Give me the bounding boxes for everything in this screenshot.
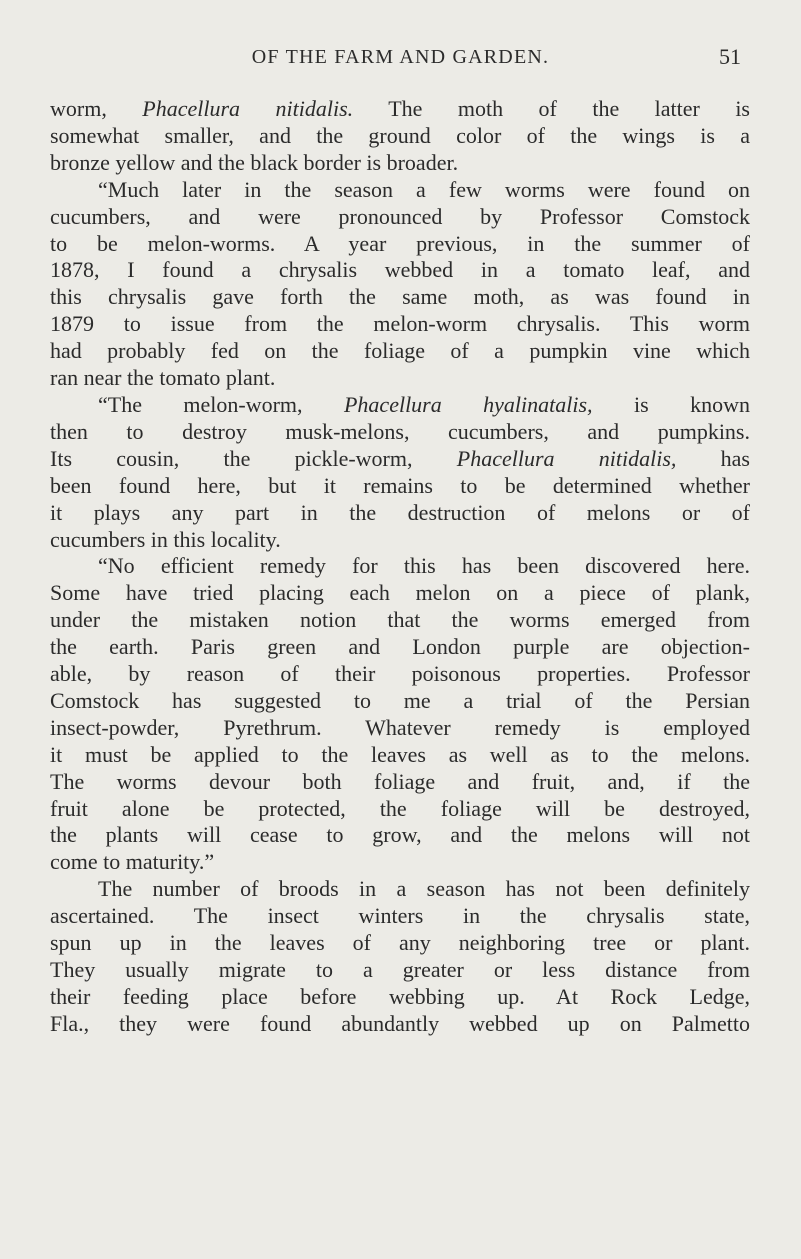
text-run: “No efficient remedy for this has been discovered here.: [98, 553, 750, 579]
text-run: had probably fed on the foliage of a pumpkin vine which: [50, 338, 750, 364]
italic-species-name: Phacellura hyalinatalis,: [343, 391, 593, 417]
text-run: The moth of the latter is: [353, 96, 750, 121]
text-line: [50, 392, 750, 419]
text-line: [50, 1011, 750, 1038]
text-line: [50, 580, 750, 607]
text-run: under the mistaken notion that the worms emerged from: [50, 607, 750, 633]
text-run: it must be applied to the leaves as well as to the melons.: [50, 741, 750, 767]
text-run: 1878, I found a chrysalis webbed in a tomato leaf, and: [50, 257, 750, 283]
running-title: OF THE FARM AND GARDEN.: [251, 46, 550, 68]
text-line: [50, 284, 750, 311]
text-line: [50, 876, 750, 903]
text-run: 1879 to issue from the melon-worm chrysalis. This worm: [50, 311, 750, 337]
text-line: [50, 231, 750, 258]
text-line: [50, 365, 750, 392]
text-run: somewhat smaller, and the ground color of the wings is a: [50, 122, 750, 148]
text-run: then to destroy musk-melons, cucumbers, and pumpkins.: [50, 418, 750, 444]
text-line: [50, 150, 750, 177]
text-run: been found here, but it remains to be determined whether: [50, 472, 750, 498]
text-run: it plays any part in the destruction of melons or of: [50, 499, 750, 525]
text-line: [50, 903, 750, 930]
text-line: [50, 527, 750, 554]
running-head: [0, 46, 801, 76]
text-line: [50, 338, 750, 365]
text-line: [50, 688, 750, 715]
text-run: The worms devour both foliage and fruit, and, if the: [50, 768, 750, 794]
text-line: [50, 742, 750, 769]
text-line: [50, 553, 750, 580]
text-run: Fla., they were found abundantly webbed up on Palmetto: [50, 1010, 750, 1036]
text-line: [50, 123, 750, 150]
text-run: the earth. Paris green and London purple are objection-: [50, 634, 750, 660]
text-line: [50, 96, 750, 123]
text-line: [50, 634, 750, 661]
text-run: able, by reason of their poisonous properties. Professor: [50, 661, 750, 687]
text-line: [50, 957, 750, 984]
text-run: cucumbers, and were pronounced by Professor Comstock: [50, 203, 750, 229]
text-run: “The melon-worm,: [98, 391, 344, 417]
text-run: spun up in the leaves of any neighboring tree or plant.: [50, 930, 750, 956]
text-line: [50, 822, 750, 849]
text-line: [50, 500, 750, 527]
text-run: their feeding place before webbing up. At Rock Ledge,: [50, 983, 750, 1009]
text-line: [50, 984, 750, 1011]
text-run: this chrysalis gave forth the same moth, as was found in: [50, 284, 750, 310]
text-line: [50, 796, 750, 823]
italic-species-name: Phacellura nitidalis.: [142, 96, 354, 121]
paragraph: [50, 392, 750, 553]
italic-species-name: Phacellura nitidalis,: [456, 445, 677, 471]
paragraph: [50, 96, 750, 177]
page-number: 51: [719, 44, 741, 69]
text-run: to be melon-worms. A year previous, in the summer of: [50, 230, 750, 256]
text-run: Some have tried placing each melon on a piece of plank,: [50, 580, 750, 606]
paragraph: [50, 177, 750, 392]
text-run: is known: [592, 391, 750, 417]
text-run: bronze yellow and the black border is broader.: [50, 149, 459, 175]
text-run: has: [676, 445, 750, 471]
text-line: [50, 257, 750, 284]
text-line: [50, 419, 750, 446]
text-line: [50, 661, 750, 688]
text-run: cucumbers in this locality.: [50, 526, 281, 552]
paragraph: [50, 876, 750, 1037]
text-line: [50, 446, 750, 473]
text-line: [50, 715, 750, 742]
text-line: [50, 177, 750, 204]
text-line: [50, 769, 750, 796]
text-run: Its cousin, the pickle-worm,: [50, 445, 457, 471]
text-run: insect-powder, Pyrethrum. Whatever remedy is employed: [50, 714, 750, 740]
text-line: [50, 849, 750, 876]
text-run: ran near the tomato plant.: [50, 365, 276, 391]
text-line: [50, 930, 750, 957]
text-run: ascertained. The insect winters in the chrysalis state,: [50, 903, 750, 929]
body-text: [50, 96, 750, 1038]
paragraph: [50, 553, 750, 876]
text-run: worm,: [50, 96, 143, 121]
text-line: [50, 311, 750, 338]
text-line: [50, 473, 750, 500]
text-run: “Much later in the season a few worms were found on: [98, 176, 750, 202]
text-run: come to maturity.”: [50, 849, 215, 875]
text-run: Comstock has suggested to me a trial of the Persian: [50, 687, 750, 713]
text-run: fruit alone be protected, the foliage will be destroyed,: [50, 795, 750, 821]
text-line: [50, 607, 750, 634]
text-run: the plants will cease to grow, and the melons will not: [50, 822, 750, 848]
text-run: The number of broods in a season has not been definitely: [98, 876, 750, 902]
text-run: They usually migrate to a greater or less distance from: [50, 957, 750, 982]
text-line: [50, 204, 750, 231]
